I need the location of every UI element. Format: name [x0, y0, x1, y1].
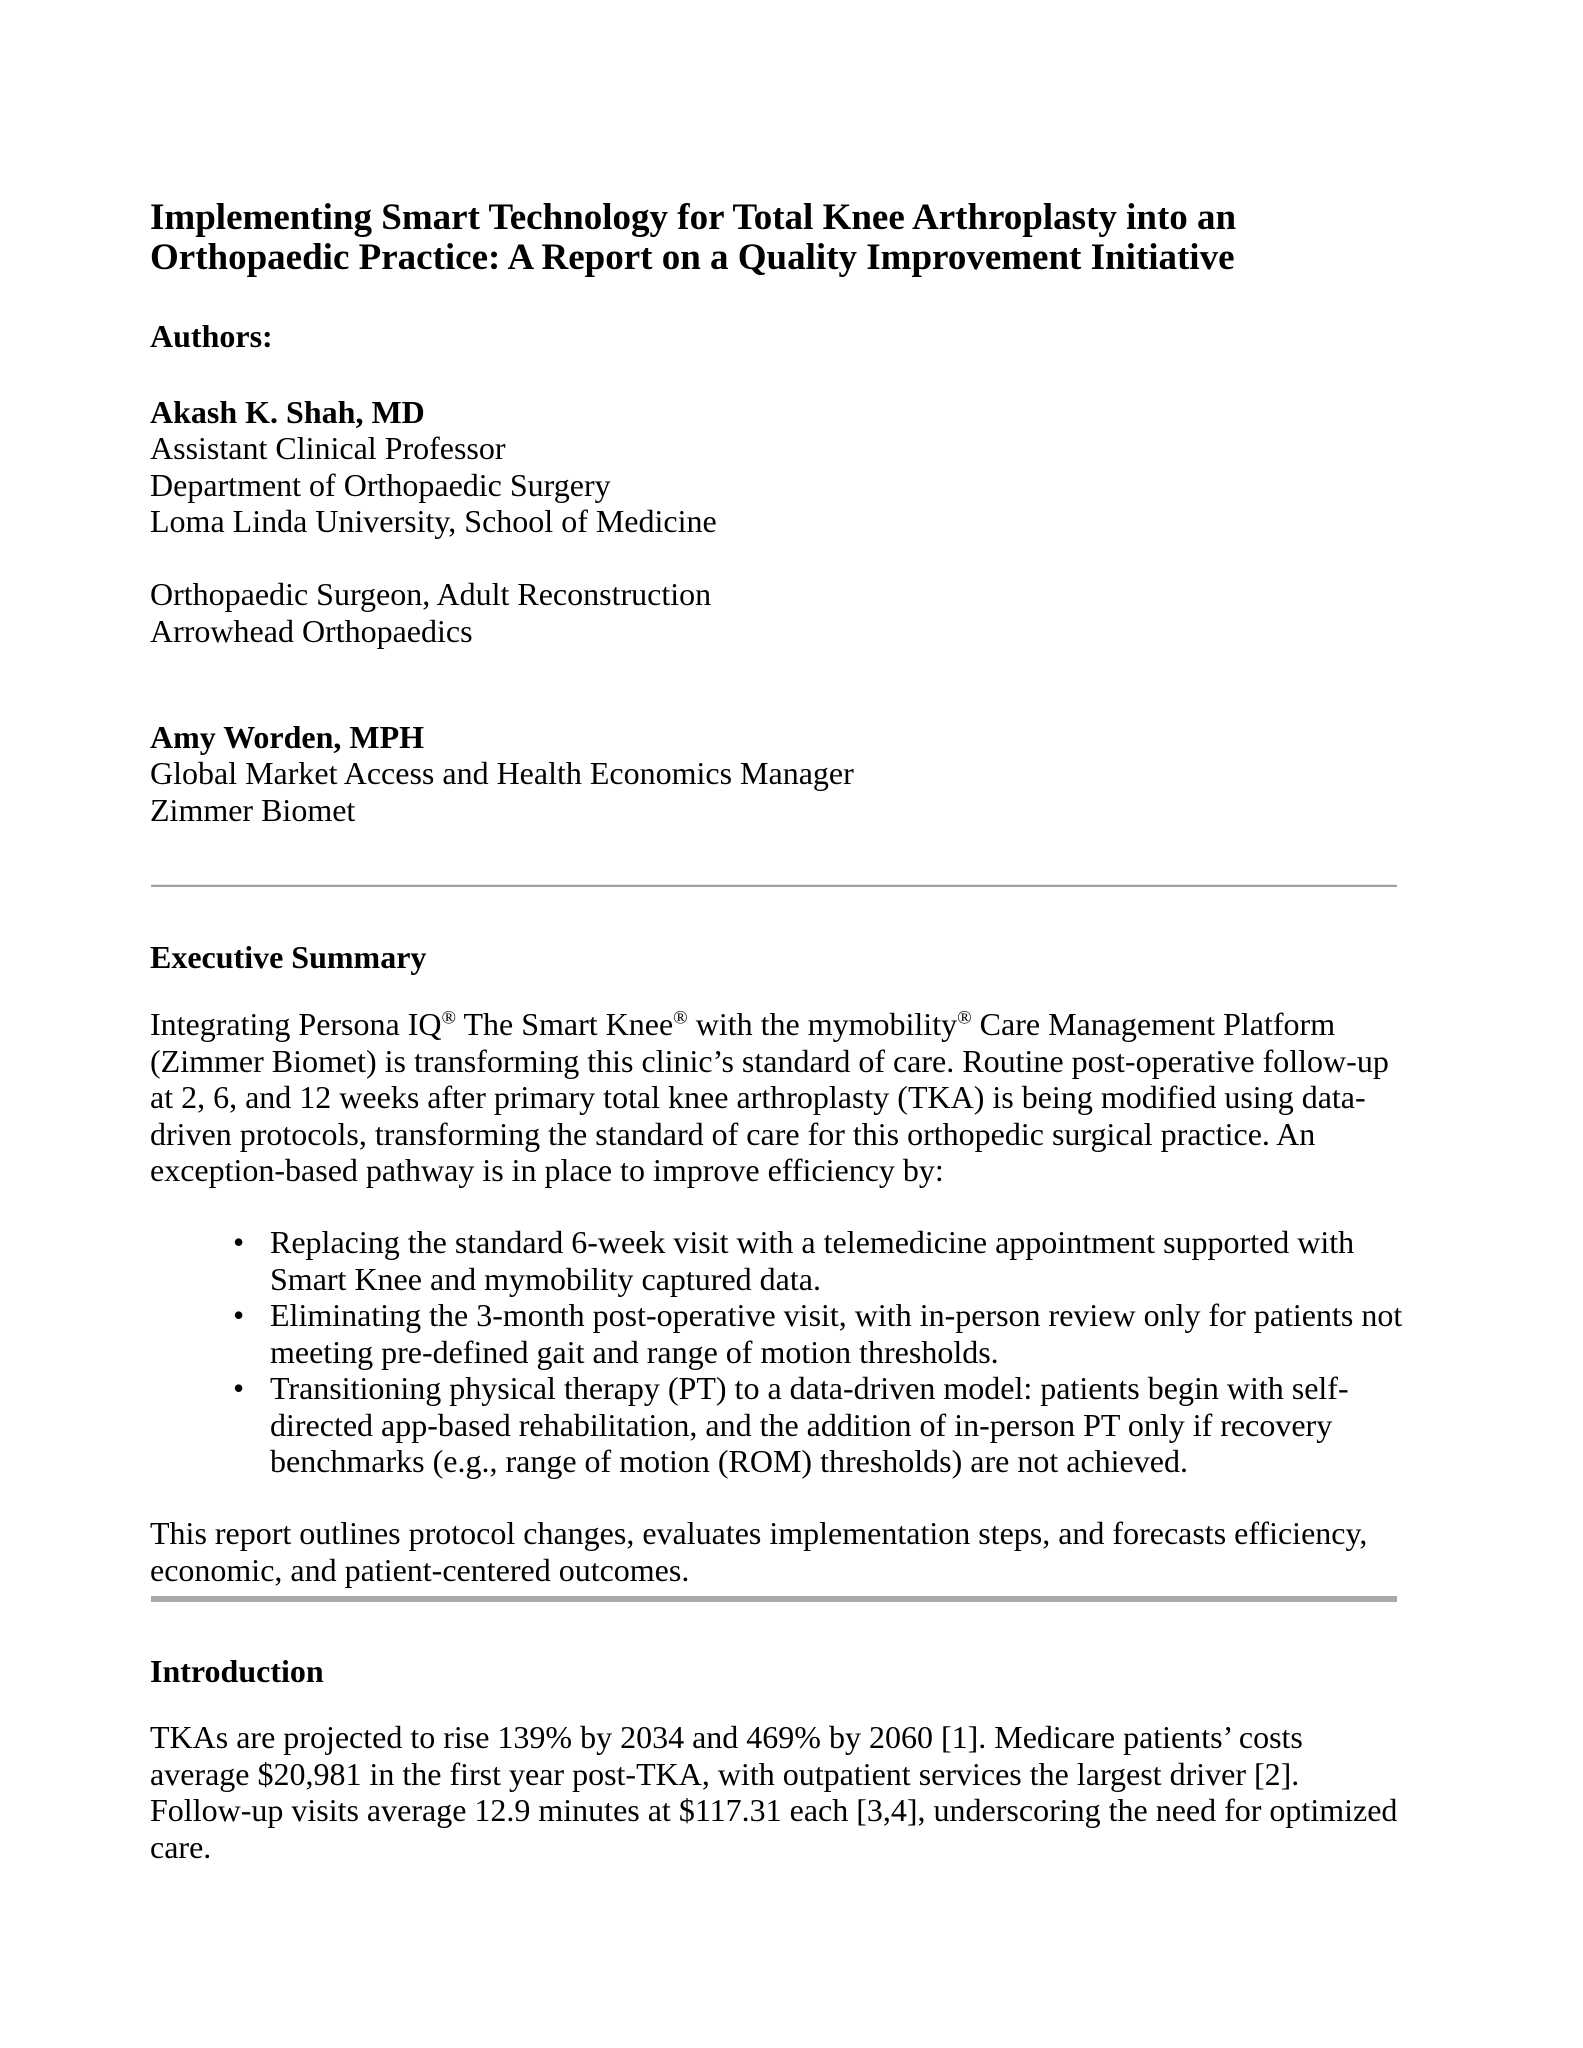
introduction-paragraph: TKAs are projected to rise 139% by 2034 and 469% by 2060 [1]. Medicare patients’ costs average $20,981 in the first year post-TKA, with outpatient services the largest driver [2]. Follow-up visits average 12.9 minutes at $117.31 each [3,4], underscoring the need for optimized care.	[150, 1719, 1398, 1865]
executive-summary-paragraph: Integrating Persona IQ® The Smart Knee® with the mymobility® Care Management Platform (Zimmer Biomet) is transforming this clinic’s standard of care. Routine post-operative follow-up at 2, 6, and 12 weeks after primary total knee arthroplasty (TKA) is being modified using data- driven protocols, transforming the standard of care for this orthopedic surgical practice. An exception-based pathway is in place to improve efficiency by:	[150, 1006, 1389, 1188]
document-title: Implementing Smart Technology for Total Knee Arthroplasty into an Orthopaedic Practice: A Report on a Quality Improvement Initiative	[150, 197, 1237, 278]
section-heading-introduction: Introduction	[150, 1653, 324, 1689]
author-name-akash-shah: Akash K. Shah, MD	[150, 394, 425, 430]
executive-summary-bullet-list	[150, 1224, 1440, 1480]
section-divider-top	[151, 884, 1397, 887]
bullet-item-eliminating-visit: • Eliminating the 3-month post-operative visit, with in-person review only for patients not meeting pre-defined gait and range of motion thresholds.	[150, 1297, 1440, 1370]
section-divider-middle	[151, 1596, 1397, 1602]
author-affiliation-akash-shah: Assistant Clinical Professor Department of Orthopaedic Surgery Loma Linda University, School of Medicine	[150, 430, 717, 539]
author-affiliation-amy-worden: Global Market Access and Health Economics Manager Zimmer Biomet	[150, 755, 854, 828]
bullet-item-physical-therapy: • Transitioning physical therapy (PT) to a data-driven model: patients begin with self- directed app-based rehabilitation, and the addition of in-person PT only if recovery benchmarks (e.g., range of motion (ROM) thresholds) are not achieved.	[150, 1370, 1440, 1480]
section-heading-executive-summary: Executive Summary	[150, 939, 427, 975]
bullet-item-telemedicine: • Replacing the standard 6-week visit with a telemedicine appointment supported with Smart Knee and mymobility captured data.	[150, 1224, 1440, 1297]
executive-summary-closing-paragraph: This report outlines protocol changes, evaluates implementation steps, and forecasts efficiency, economic, and patient-centered outcomes.	[150, 1515, 1368, 1588]
author-name-amy-worden: Amy Worden, MPH	[150, 719, 425, 755]
authors-label: Authors:	[150, 318, 273, 354]
author-affiliation2-akash-shah: Orthopaedic Surgeon, Adult Reconstruction Arrowhead Orthopaedics	[150, 576, 712, 649]
